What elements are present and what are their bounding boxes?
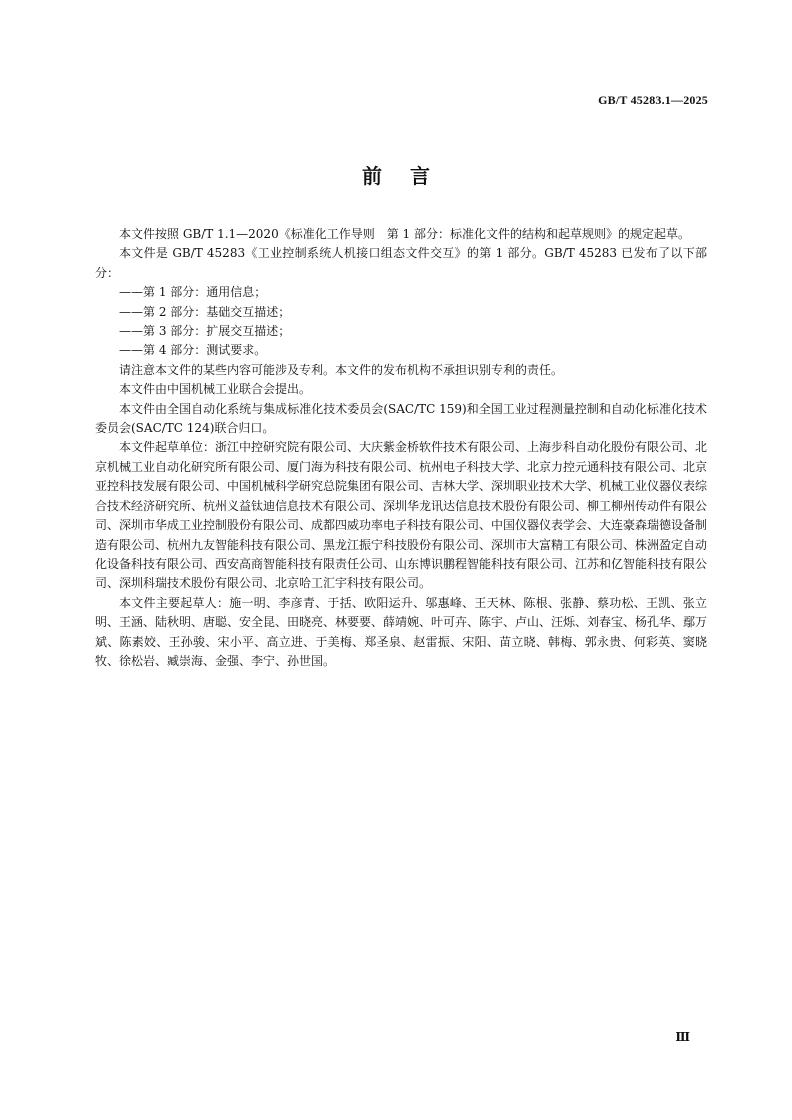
paragraph-patent-notice: 请注意本文件的某些内容可能涉及专利。本文件的发布机构不承担识别专利的责任。 xyxy=(119,362,564,377)
paragraph-drafting-rules: 本文件按照 GB/T 1.1—2020《标准化工作导则 第 1 部分：标准化文件的结构和起草规则》的规定起草。 xyxy=(119,227,690,241)
list-item-part-4: ——第 4 部分：测试要求。 xyxy=(119,343,267,358)
paragraph-technical-committee: 本文件由全国自动化系统与集成标准化技术委员会(SAC/TC 159)和全国工业过程测量控制和自动化标准化技术委员会(SAC/TC 124)联合归口。 xyxy=(95,401,707,436)
list-item-part-1: ——第 1 部分：通用信息； xyxy=(119,285,267,300)
list-item-part-3: ——第 3 部分：扩展交互描述； xyxy=(119,324,291,339)
standard-code: GB/T 45283.1—2025 xyxy=(598,93,708,107)
page-number: Ⅲ xyxy=(675,1030,690,1044)
paragraph-drafters: 本文件主要起草人：施一明、李彦青、于括、欧阳运升、邬惠峰、王天林、陈根、张静、蔡功松、王凯、张立明、王涵、陆秋明、唐聪、安全昆、田晓亮、林要要、薛靖婉、叶可卉、陈宇、卢山、汪烁、刘春宝、杨孔华、鄢万斌、陈素姣、王孙骏、宋小平、高立进、于美梅、郑圣泉、赵雷振、宋阳、苗立晓、韩梅、郭永贵、何彩英、窦晓牧、徐松岩、臧崇海、金强、李宁、孙世国。 xyxy=(95,595,708,668)
paragraph-drafting-organizations: 本文件起草单位：浙江中控研究院有限公司、大庆紫金桥软件技术有限公司、上海步科自动化股份有限公司、北京机械工业自动化研究所有限公司、厦门海为科技有限公司、杭州电子科技大学、北京力控元通科技有限公司、北京亚控科技发展有限公司、中国机械科学研究总院集团有限公司、吉林大学、深圳职业技术大学、机械工业仪器仪表综合技术经济研究所、杭州义益钛迪信息技术有限公司、深圳华龙讯达信息技术股份有限公司、柳工柳州传动件有限公司、深圳市华成工业控制股份有限公司、成都四威功率电子科技有限公司、中国仪器仪表学会、大连豪森瑞德设备制造有限公司、杭州九友智能科技有限公司、黑龙江振宁科技股份有限公司、深圳市大富精工有限公司、株洲盈定自动化设备科技有限公司、西安高商智能科技有限责任公司、山东博识鹏程智能科技有限公司、江苏和亿智能科技有限公司、深圳科瑞技术股份有限公司、北京哈工汇宇科技有限公司。 xyxy=(95,440,708,591)
foreword-body xyxy=(95,225,707,671)
paragraph-proposer: 本文件由中国机械工业联合会提出。 xyxy=(119,382,312,397)
page-title: 前言 xyxy=(362,164,458,188)
list-item-part-2: ——第 2 部分：基础交互描述； xyxy=(119,304,291,319)
paragraph-series-intro: 本文件是 GB/T 45283《工业控制系统人机接口组态文件交互》的第 1 部分。GB/T 45283 已发布了以下部分： xyxy=(95,246,707,280)
